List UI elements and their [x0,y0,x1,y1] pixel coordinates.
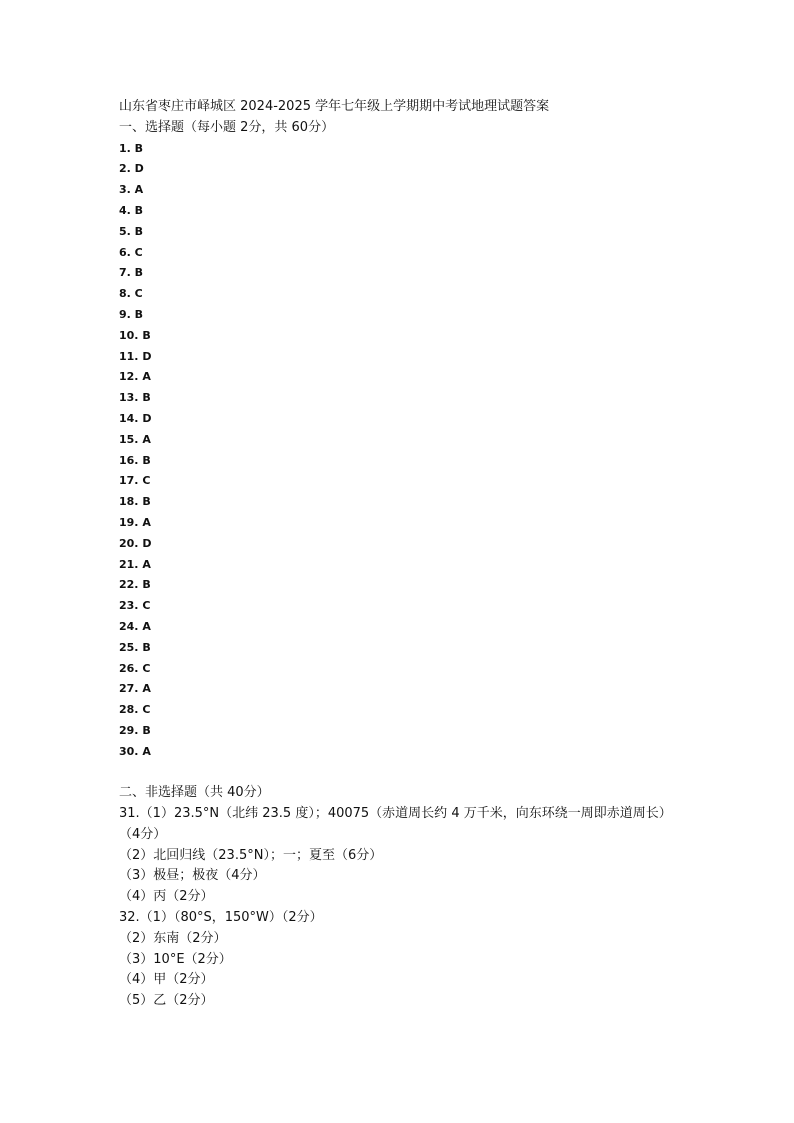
answer-item: 13. B [119,391,151,405]
answer-item: 8. C [119,287,143,301]
answer-item: 12. A [119,370,151,384]
answer-line: （3）极昼；极夜（4分） [119,868,266,884]
answer-list [119,139,719,763]
answer-item: 11. D [119,349,152,363]
answer-item: 7. B [119,266,144,280]
answer-item: 24. A [119,619,151,633]
answer-line: （4）丙（2分） [119,889,214,905]
answer-item: 23. C [119,599,151,613]
section2-lines [119,804,719,1012]
answer-item: 9. B [119,307,144,321]
answer-item: 1. B [119,141,144,155]
answer-item: 25. B [119,640,151,654]
answer-item: 18. B [119,495,151,509]
answer-item: 4. B [119,203,144,217]
answer-item: 29. B [119,723,151,737]
answer-item: 19. A [119,515,151,529]
answer-item: 28. C [119,703,151,717]
answer-item: 2. D [119,162,144,176]
document-content [119,97,719,1012]
answer-item: 15. A [119,432,151,446]
answer-line: （4）甲（2分） [119,972,214,988]
answer-item: 26. C [119,661,151,675]
answer-line: （3）10°E（2分） [119,951,232,967]
section1-heading: 一、选择题（每小题 2分，共 60分） [119,119,335,135]
answer-item: 14. D [119,411,152,425]
answer-item: 27. A [119,682,151,696]
answer-line: （2）东南（2分） [119,930,227,946]
answer-line: （2）北回归线（23.5°N）；一；夏至（6分） [119,847,383,863]
section2-heading: 二、非选择题（共 40分） [119,785,270,801]
answer-item: 5. B [119,224,144,238]
answer-line: 31.（1）23.5°N（北纬 23.5 度）；40075（赤道周长约 4 万千米，向东环绕一周即赤道周长） [119,806,672,822]
document-title: 山东省枣庄市峄城区 2024-2025 学年七年级上学期期中考试地理试题答案 [119,99,550,114]
answer-line: （4分） [119,826,167,842]
answer-item: 17. C [119,474,151,488]
answer-item: 21. A [119,557,151,571]
answer-item: 22. B [119,578,151,592]
answer-item: 6. C [119,245,143,259]
answer-line: （5）乙（2分） [119,993,214,1009]
answer-line: 32.（1）（80°S，150°W）（2分） [119,910,323,926]
answer-item: 3. A [119,183,144,197]
answer-item: 16. B [119,453,151,467]
section-spacer [119,763,719,784]
answer-item: 20. D [119,536,152,550]
answer-item: 10. B [119,328,151,342]
answer-item: 30. A [119,744,151,758]
